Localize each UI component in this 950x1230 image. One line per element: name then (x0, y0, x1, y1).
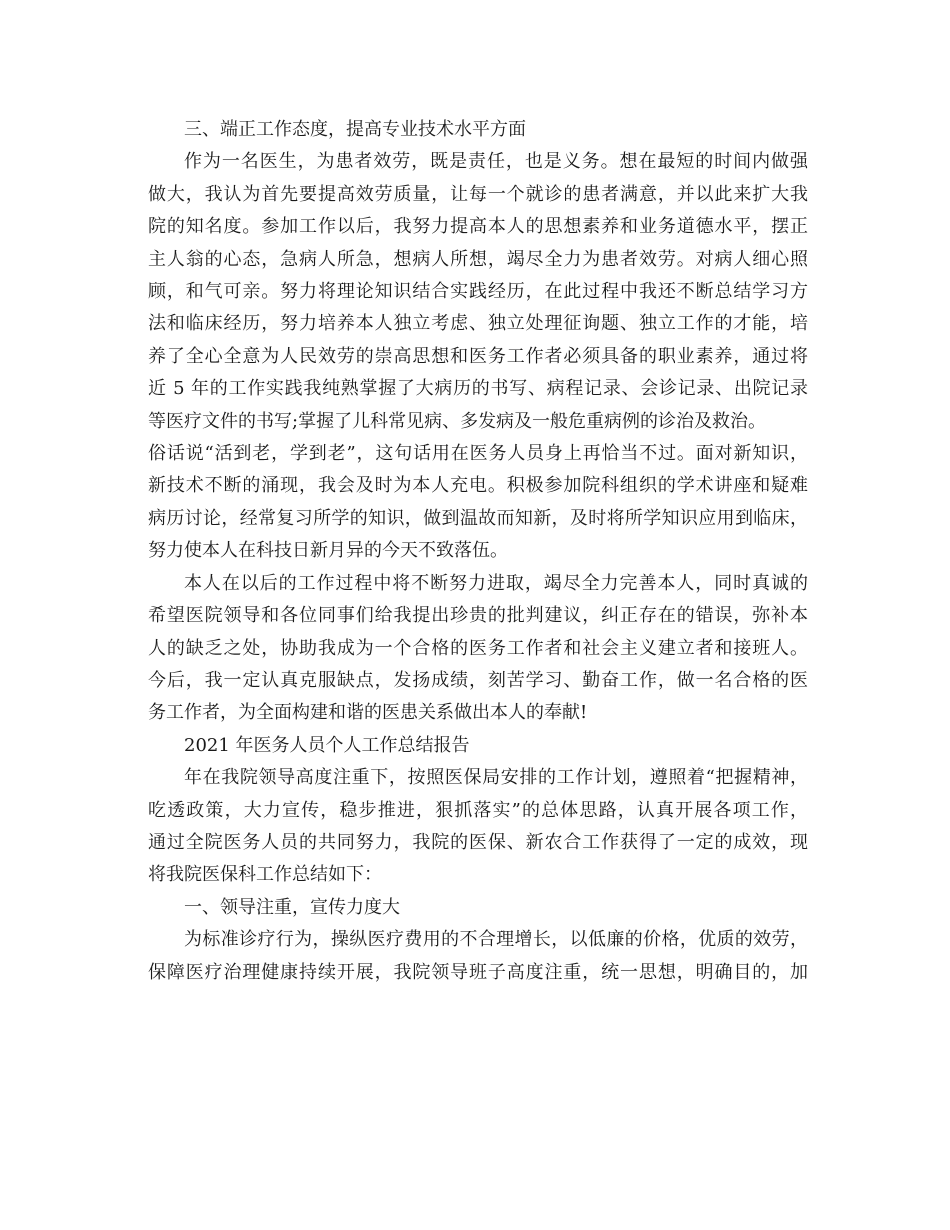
paragraph-line: 努力使本人在科技日新月异的今天不致落伍。 (148, 540, 508, 562)
paragraph-line: 主人翁的心态，急病人所急，想病人所想，竭尽全力为患者效劳。对病人细心照 (148, 248, 808, 270)
paragraph-line: 养了全心全意为人民效劳的崇高思想和医务工作者必须具备的职业素养，通过将 (148, 345, 808, 367)
paragraph-line: 做大，我认为首先要提高效劳质量，让每一个就诊的患者满意，并以此来扩大我 (148, 183, 808, 205)
report-title: 2021 年医务人员个人工作总结报告 (184, 734, 470, 756)
paragraph-line: 保障医疗治理健康持续开展，我院领导班子高度注重，统一思想，明确目的，加 (148, 961, 808, 983)
section-heading-attitude: 三、端正工作态度，提高专业技术水平方面 (184, 119, 526, 140)
paragraph-line: 作为一名医生，为患者效劳，既是责任，也是义务。想在最短的时间内做强 (184, 151, 808, 173)
document-body (148, 114, 808, 989)
paragraph-line: 病历讨论，经常复习所学的知识，做到温故而知新，及时将所学知识应用到临床， (148, 507, 808, 529)
paragraph-line: 本人在以后的工作过程中将不断努力进取，竭尽全力完善本人，同时真诚的 (184, 572, 808, 594)
paragraph-line: 俗话说“活到老，学到老”，这句话用在医务人员身上再恰当不过。面对新知识， (148, 443, 808, 465)
paragraph-line: 为标准诊疗行为，操纵医疗费用的不合理增长，以低廉的价格，优质的效劳， (184, 929, 808, 951)
paragraph-line: 新技术不断的涌现，我会及时为本人充电。积极参加院科组织的学术讲座和疑难 (148, 475, 808, 497)
paragraph-line: 等医疗文件的书写;掌握了儿科常见病、多发病及一般危重病例的诊治及救治。 (148, 410, 767, 432)
paragraph-line: 务工作者，为全面构建和谐的医患关系做出本人的奉献! (148, 702, 588, 724)
paragraph-line: 今后，我一定认真克服缺点，发扬成绩，刻苦学习、勤奋工作，做一名合格的医 (148, 669, 808, 691)
paragraph-line: 人的缺乏之处，协助我成为一个合格的医务工作者和社会主义建立者和接班人。 (148, 637, 808, 659)
paragraph-line: 法和临床经历，努力培养本人独立考虑、独立处理征询题、独立工作的才能，培 (148, 313, 808, 335)
paragraph-line: 年在我院领导高度注重下，按照医保局安排的工作计划，遵照着“把握精神， (184, 767, 808, 789)
paragraph-line: 近 5 年的工作实践我纯熟掌握了大病历的书写、病程记录、会诊记录、出院记录 (148, 378, 808, 400)
paragraph-line: 吃透政策，大力宣传，稳步推进，狠抓落实”的总体思路，认真开展各项工作， (148, 799, 808, 821)
paragraph-line: 顾，和气可亲。努力将理论知识结合实践经历，在此过程中我还不断总结学习方 (148, 281, 808, 303)
paragraph-line: 通过全院医务人员的共同努力，我院的医保、新农合工作获得了一定的成效，现 (148, 831, 808, 853)
paragraph-line: 希望医院领导和各位同事们给我提出珍贵的批判建议，纠正存在的错误，弥补本 (148, 605, 808, 627)
paragraph-line: 院的知名度。参加工作以后，我努力提高本人的思想素养和业务道德水平，摆正 (148, 216, 808, 238)
section-heading-leadership: 一、领导注重，宣传力度大 (184, 896, 400, 918)
paragraph-line: 将我院医保科工作总结如下： (148, 864, 382, 886)
